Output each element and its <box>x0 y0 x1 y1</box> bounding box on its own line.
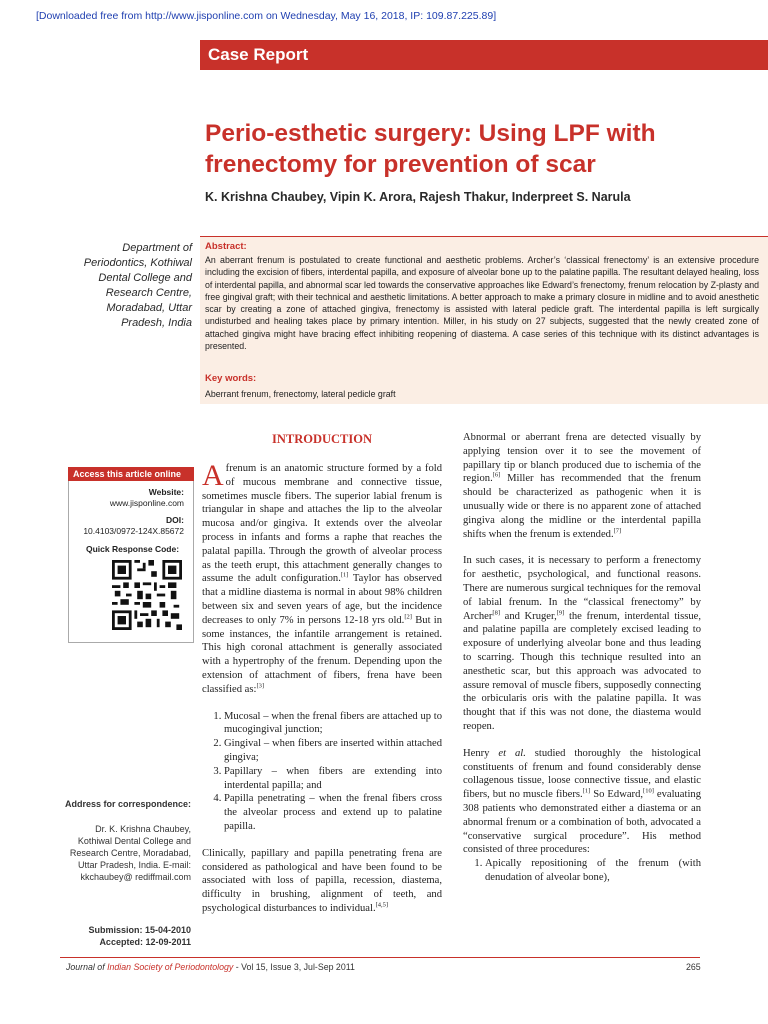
page-number: 265 <box>686 962 701 972</box>
qr-code-icon[interactable] <box>112 560 182 630</box>
keywords-text: Aberrant frenum, frenectomy, lateral pedicle graft <box>205 389 396 399</box>
frena-classification-list <box>202 710 442 834</box>
keywords-heading: Key words: <box>205 373 257 384</box>
section-bar: Case Report <box>200 40 768 70</box>
body-column-right <box>463 431 701 898</box>
intro-paragraph-5: Henry et al. studied thoroughly the histological constituents of frenum and found considerably dense collagenous tissue, loose connective tissue, and elastic fibers, but no muscle fibers.[1] So Edward,[10] evaluating 308 patients who demonstrated either a diastema or an abnormal frenum or a combination of both, advocated a “conservative surgical procedure”. His method consisted of three procedures: <box>463 747 702 856</box>
list-item: 1. Mucosal – when the frenal fibers are attached up to mucogingival junction; <box>224 710 442 738</box>
download-banner[interactable]: [Downloaded free from http://www.jisponline.com on Wednesday, May 16, 2018, IP: 109.87.225.89] <box>36 10 497 22</box>
doi-label: DOI: <box>166 515 184 525</box>
qr-label: Quick Response Code: <box>86 544 180 554</box>
access-heading: Access this article online <box>68 467 194 481</box>
submission-date: Submission: 15-04-2010 <box>88 925 191 935</box>
intro-heading: INTRODUCTION <box>272 432 373 446</box>
correspondence-text: Dr. K. Krishna Chaubey, Kothiwal Dental College and Research Centre, Moradabad, Uttar Pradesh, India. E-mail: kkchaubey@ rediffmail.com <box>69 824 191 882</box>
abstract-text: An aberrant frenum is postulated to create functional and aesthetic problems. Archer’s ‘classical frenectomy’ is an extensive procedure including the excision of fibers, interdental papilla, and exposure of alveolar bone up to the palatine papilla. The resultant delayed healing, loss of interdental papilla, and abnormal scar led towards the conservative approaches like Edward’s frenectomy, frenum relocation by Z-plasty and free gingival graft; with their technical and aesthetic limitations. A better approach to make a primary closure in midline and to avoid anesthetic scar by creating a zone of attached gingiva, frenectomy is assisted with lateral pedicle graft. The interdental papilla is left surgically undisturbed and healing takes place by primary intention. Miller, in his study on 27 subjects, suggested that the newly created zone of attached gingiva might have bracing effect inhibiting reopening of diastema. A case series of this technique with its distinct advantages is presented. <box>205 255 759 352</box>
correspondence-heading: Address for correspondence: <box>64 799 191 809</box>
list-item: 3. Papillary – when fibers are extending into interdental papilla; and <box>224 765 442 793</box>
affiliation: Department of Periodontics, Kothiwal Dental College and Research Centre, Moradabad, Uttar Pradesh, India <box>83 242 192 329</box>
authors: K. Krishna Chaubey, Vipin K. Arora, Rajesh Thakur, Inderpreet S. Narula <box>205 190 631 204</box>
procedures-list <box>463 857 701 885</box>
accepted-date: Accepted: 12-09-2011 <box>99 937 191 947</box>
intro-paragraph-1: Afrenum is an anatomic structure formed by a fold of mucous membrane and connective tissue, sometimes muscle fibers. The superior labial frenum is triangular in shape and attaches the lip to the alveolar mucosa and/or gingiva. It extends over the alveolar process in infants and forms a raphe that reaches the palatal papilla. Through the growth of alveolar process as the teeth erupt, this attachment generally changes to assume the adult configuration.[1] Taylor has observed that a midline diastema is normal in about 98% children between six and seven years of age, but the incidence decreases to only 7% in persons 12-18 yrs old.[2] But in some instances, the infantile arrangement is retained. This high coronal attachment is generally associated with a hypertrophy of the frenum. Depending upon the extension of attachment of fibers, frena have been classified as:[3] <box>202 459 443 695</box>
footer-rule <box>60 957 700 958</box>
intro-paragraph-2: Clinically, papillary and papilla penetrating frena are considered as pathological and have been found to be associated with loss of papilla, recession, diastema, difficulty in brushing, alignment of teeth, and psychological disturbances to individual.[4,5] <box>202 847 442 914</box>
intro-paragraph-4: In such cases, it is necessary to perform a frenectomy for aesthetic, psychological, and functional reasons. There are numerous surgical techniques for the removal of labial frenum. In the “classical frenectomy” by Archer[8] and Kruger,[9] the frenum, interdental tissue, and palatine papilla are completely excised leading to exposure of underlying alveolar bone and thus leading to scarring. Though this technique resulted into an anesthetic scar, but this approach was advocated to assure removal of muscle fibers, supposedly connecting the orbicularis oris with the palatine papilla. It was thought that if this was not done, the diastema would reopen. <box>463 555 701 732</box>
list-item: 1. Apically repositioning of the frenum (with denudation of alveolar bone), <box>485 857 701 885</box>
list-item: 4. Papilla penetrating – when the frenal fibers cross the alveolar process and extend up to palatine papilla. <box>224 792 442 833</box>
footer-citation: Journal of Indian Society of Periodontology - Vol 15, Issue 3, Jul-Sep 2011 <box>66 962 355 972</box>
website-label: Website: <box>148 487 184 497</box>
article-title: Perio-esthetic surgery: Using LPF with frenectomy for prevention of scar <box>205 120 656 178</box>
abstract-heading: Abstract: <box>205 241 247 252</box>
website-value[interactable]: www.jisponline.com <box>109 498 184 508</box>
drop-cap: A <box>202 459 224 492</box>
doi-value[interactable]: 10.4103/0972-124X.85672 <box>83 526 184 536</box>
list-item: 2. Gingival – when fibers are inserted within attached gingiva; <box>224 737 442 765</box>
body-column-left <box>202 459 443 929</box>
intro-paragraph-3: Abnormal or aberrant frena are detected visually by applying tension over it to see the movement of papillary tip or blanch produced due to ischemia of the region.[6] Miller has recommended that the frenum should be characterized as pathogenic when it is unusually wide or there is no apparent zone of attached gingiva along the midline or the interdental papilla shifts when the frenum is extended.[7] <box>463 432 701 540</box>
